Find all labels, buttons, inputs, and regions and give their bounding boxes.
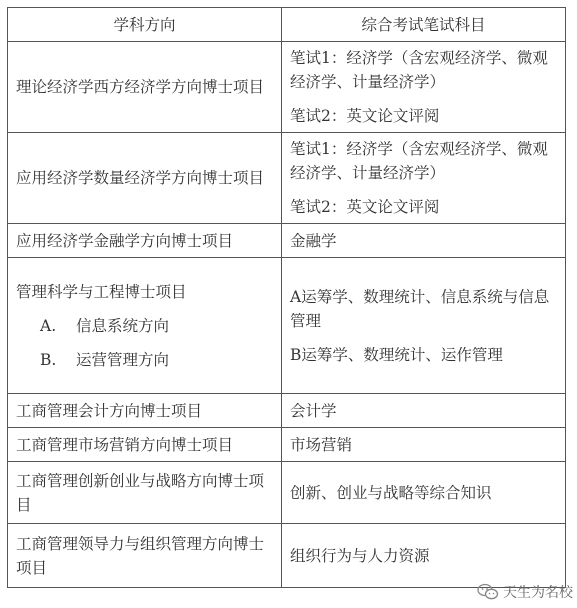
subdirection-label: A. [40, 316, 57, 335]
table-row [8, 394, 566, 428]
subject-text: 创新、创业与战略等综合知识 [290, 483, 492, 502]
direction-cell [8, 42, 282, 133]
direction-text: 工商管理领导力与组织管理方向博士项目 [16, 534, 265, 577]
subdirection-label: B. [40, 350, 57, 369]
direction-text: 工商管理创新创业与战略方向博士项目 [16, 471, 265, 514]
header-subjects: 综合考试笔试科目 [282, 8, 566, 42]
watermark-text: 天生为名校 [503, 585, 573, 601]
direction-cell [8, 133, 282, 224]
subject-text: 组织行为与人力资源 [290, 546, 430, 565]
subject-text: A运筹学、数理统计、信息系统与信息管理 [290, 287, 550, 330]
subjects-cell [282, 258, 566, 394]
subject-text: 金融学 [290, 231, 337, 250]
subdirection-text: 信息系统方向 [76, 316, 170, 335]
subdirection-item [16, 348, 273, 372]
direction-cell [8, 394, 282, 428]
subjects-cell [282, 428, 566, 462]
table-row [8, 524, 566, 588]
direction-text: 应用经济学数量经济学方向博士项目 [16, 169, 265, 187]
table-row [8, 133, 566, 224]
subject-text: 笔试2：英文论文评阅 [290, 198, 440, 216]
subjects-cell [282, 224, 566, 258]
subject-text: B运筹学、数理统计、运作管理 [290, 345, 503, 364]
direction-text: 工商管理会计方向博士项目 [16, 401, 203, 420]
subject-text: 笔试1：经济学（含宏观经济学、微观经济学、计量经济学） [290, 49, 548, 91]
direction-cell [8, 428, 282, 462]
subject-text: 会计学 [290, 401, 337, 420]
direction-text: 应用经济学金融学方向博士项目 [16, 231, 234, 250]
table-row [8, 258, 566, 394]
table-header-row [8, 8, 566, 42]
subdirection-text: 运营管理方向 [76, 350, 170, 369]
subjects-cell [282, 394, 566, 428]
header-direction: 学科方向 [8, 8, 282, 42]
table-row [8, 462, 566, 524]
direction-cell [8, 258, 282, 394]
exam-subjects-table [7, 7, 566, 588]
table-row [8, 224, 566, 258]
direction-cell [8, 224, 282, 258]
direction-text: 管理科学与工程博士项目 [16, 282, 187, 301]
wechat-icon [477, 583, 499, 601]
direction-text: 理论经济学西方经济学方向博士项目 [16, 78, 265, 96]
subjects-cell [282, 133, 566, 224]
direction-cell [8, 524, 282, 588]
subjects-cell [282, 462, 566, 524]
subject-text: 笔试1：经济学（含宏观经济学、微观经济学、计量经济学） [290, 140, 548, 182]
subdirection-item [16, 314, 273, 338]
table-row [8, 42, 566, 133]
direction-cell [8, 462, 282, 524]
watermark [477, 580, 573, 604]
subject-text: 市场营销 [290, 435, 353, 454]
direction-text: 工商管理市场营销方向博士项目 [16, 435, 234, 454]
subjects-cell [282, 42, 566, 133]
subjects-cell [282, 524, 566, 588]
subject-text: 笔试2：英文论文评阅 [290, 107, 440, 125]
table-row [8, 428, 566, 462]
